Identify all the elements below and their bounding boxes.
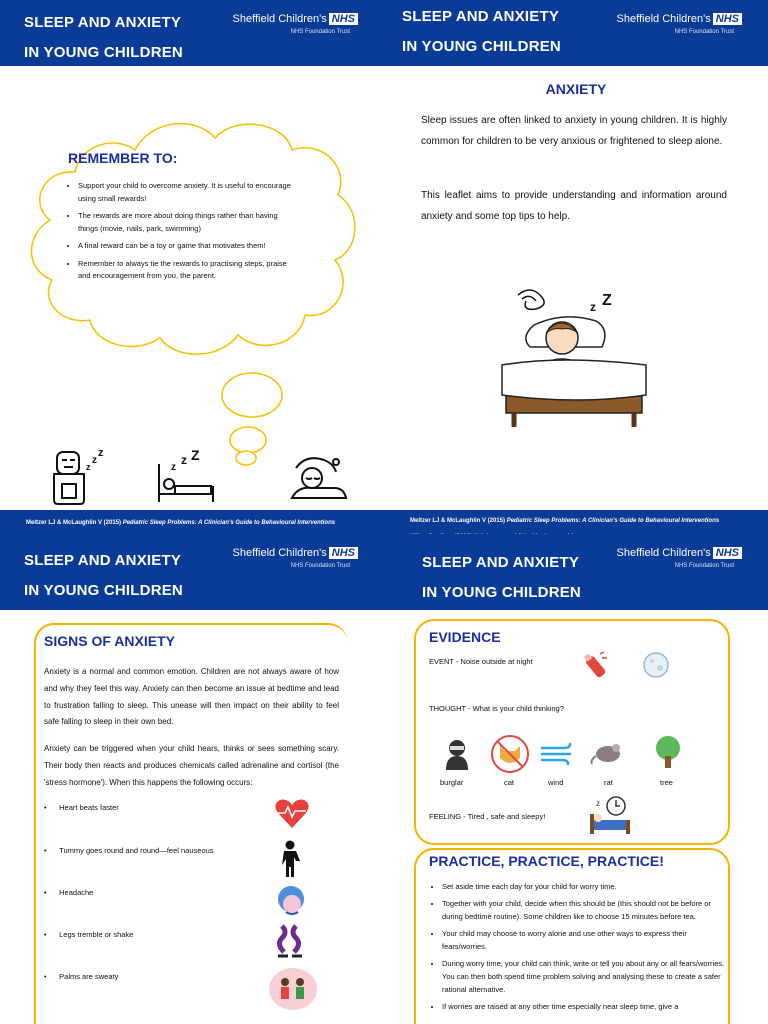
remember-list <box>64 180 299 288</box>
panel-signs <box>0 512 384 1024</box>
trembling-legs-icon <box>274 922 310 958</box>
svg-text:z: z <box>590 300 596 314</box>
logo-subtitle: NHS Foundation Trust <box>674 29 734 35</box>
logo-name: Sheffield Children's <box>232 546 327 559</box>
practice-item: • Together with your child, decide when this should be (this should not be before or during bedtime routine). Some children like to choose 15 minutes before tea. <box>442 897 726 923</box>
sign-item: • Tummy goes round and round—feel nauseous <box>44 846 214 855</box>
nhs-badge: NHS <box>329 13 358 25</box>
signs-paragraph-1: Anxiety is a normal and common emotion. Children are not always aware of how and why they feel this way. Anxiety can then become an issue at bedtime and lead to frustration falling to sleep. This unease will then impact on their ability to feel safe falling to sleep in their own bed. <box>44 667 339 727</box>
svg-text:Z: Z <box>191 447 200 463</box>
svg-text:z: z <box>92 455 97 466</box>
reference-1-authors: Meltzer LJ & McLaughlin V (2015) <box>26 520 122 526</box>
event-label: EVENT - Noise outside at night <box>429 657 533 666</box>
anxious-child-in-bed-icon <box>494 283 654 433</box>
nhs-logo <box>233 544 358 569</box>
panel-anxiety <box>384 0 768 512</box>
panel-evidence <box>384 512 768 1024</box>
remember-item: • Support your child to overcome anxiety. It is useful to encourage using small rewards! <box>78 180 299 205</box>
anxiety-paragraph-1: Sleep issues are often linked to anxiety in young children. It is highly common for children to be very anxious or frightened to sleep alone. <box>421 115 727 147</box>
logo-subtitle: NHS Foundation Trust <box>674 563 734 569</box>
option-tree: tree <box>660 778 673 787</box>
sign-item: • Heart beats faster <box>44 803 119 812</box>
header-title-line1: SLEEP AND ANXIETY <box>24 552 182 569</box>
anxiety-title: ANXIETY <box>545 81 607 97</box>
sign-item: • Legs tremble or shake <box>44 930 134 939</box>
header-banner <box>384 0 768 66</box>
sleeping-in-bed-icon <box>155 446 217 506</box>
practice-item: • If worries are raised at any other time especially near sleep time, give a <box>442 1000 726 1013</box>
sweaty-palms-icon <box>268 967 318 1011</box>
svg-text:z: z <box>181 453 187 467</box>
practice-item: • Your child may choose to worry alone and use other ways to express their fears/worries. <box>442 927 726 953</box>
panel-remember <box>0 0 384 512</box>
svg-text:z: z <box>98 448 104 459</box>
references-bar <box>384 512 768 534</box>
nhs-badge: NHS <box>713 13 742 25</box>
remember-item: • Remember to always tie the rewards to practising steps, praise and encouragement from you, the parent. <box>78 258 299 283</box>
header-title-line2: IN YOUNG CHILDREN <box>24 44 183 61</box>
signs-title: SIGNS OF ANXIETY <box>44 633 175 649</box>
reference-1-title: Pediatric Sleep Problems: A Clinician's Guide to Behavioural Interventions <box>122 520 336 526</box>
header-title-line1: SLEEP AND ANXIETY <box>24 14 182 31</box>
heartbeat-icon <box>274 798 310 830</box>
nauseous-person-icon <box>280 840 308 878</box>
practice-list <box>424 880 726 1017</box>
logo-name: Sheffield Children's <box>616 546 711 559</box>
option-rat: rat <box>604 778 613 787</box>
wind-icon <box>540 740 576 768</box>
logo-subtitle: NHS Foundation Trust <box>290 29 350 35</box>
header-title-line1: SLEEP AND ANXIETY <box>422 554 580 571</box>
nhs-logo <box>617 544 742 569</box>
svg-text:z: z <box>86 462 91 472</box>
reference-1-title: Pediatric Sleep Problems: A Clinician's Guide to Behavioural Interventions <box>506 518 720 524</box>
sleeping-child-bed-icon <box>588 794 632 836</box>
option-burglar: burglar <box>440 778 464 787</box>
logo-name: Sheffield Children's <box>616 12 711 25</box>
svg-text:z: z <box>596 799 600 808</box>
reference-1-authors: Meltzer LJ & McLaughlin V (2015) <box>410 518 506 524</box>
nhs-badge: NHS <box>713 547 742 559</box>
remember-title: REMEMBER TO: <box>68 150 178 166</box>
practice-title: PRACTICE, PRACTICE, PRACTICE! <box>429 853 664 869</box>
header-banner <box>384 534 768 610</box>
noise-icon <box>580 650 610 682</box>
logo-name: Sheffield Children's <box>232 12 327 25</box>
feeling-label: FEELING - Tired , safe and sleepy! <box>429 812 546 821</box>
references-bar <box>0 512 384 534</box>
nhs-logo <box>617 10 742 35</box>
sleeping-child-icon <box>48 448 106 508</box>
anxiety-paragraph-2: This leaflet aims to provide understanding and information around anxiety and some top tips to help. <box>421 190 727 222</box>
remember-item: • The rewards are more about doing things rather than having things (movie, nails, park, swimming) <box>78 210 299 235</box>
sign-item: • Headache <box>44 888 94 897</box>
header-title-line2: IN YOUNG CHILDREN <box>422 584 581 601</box>
header-banner <box>0 0 384 66</box>
practice-item: • Set aside time each day for your child for worry time. <box>442 880 726 893</box>
header-title-line2: IN YOUNG CHILDREN <box>402 38 561 55</box>
svg-text:Z: Z <box>602 292 612 309</box>
nhs-logo <box>233 10 358 35</box>
option-wind: wind <box>548 778 564 787</box>
evidence-title: EVIDENCE <box>429 629 501 645</box>
logo-subtitle: NHS Foundation Trust <box>290 563 350 569</box>
nhs-badge: NHS <box>329 547 358 559</box>
remember-item: • A final reward can be a toy or game that motivates them! <box>78 240 299 253</box>
cat-icon <box>490 734 530 774</box>
rat-icon <box>590 738 626 766</box>
header-title-line1: SLEEP AND ANXIETY <box>402 8 560 25</box>
moon-icon <box>639 648 673 682</box>
thought-label: THOUGHT - What is your child thinking? <box>429 704 564 713</box>
headache-icon <box>276 884 306 918</box>
svg-text:z: z <box>171 462 176 473</box>
sign-item: • Palms are sweaty <box>44 972 119 981</box>
tree-icon <box>652 734 684 770</box>
signs-paragraph-2: Anxiety can be triggered when your child hears, thinks or sees something scary. Their body then reacts and produces chemicals called adrenaline and cortisol (the 'stress hormone'). When this happens the following occurs: <box>44 744 339 787</box>
header-title-line2: IN YOUNG CHILDREN <box>24 582 183 599</box>
header-banner <box>0 534 384 610</box>
practice-item: • During worry time, your child can think, write or tell you about any or all fears/worries. You can then both spend time problem solving and analysing these to create a safer rational alternative. <box>442 957 726 996</box>
sleeping-person-icon <box>284 450 350 502</box>
burglar-icon <box>443 738 471 770</box>
option-cat: cat <box>504 778 515 787</box>
